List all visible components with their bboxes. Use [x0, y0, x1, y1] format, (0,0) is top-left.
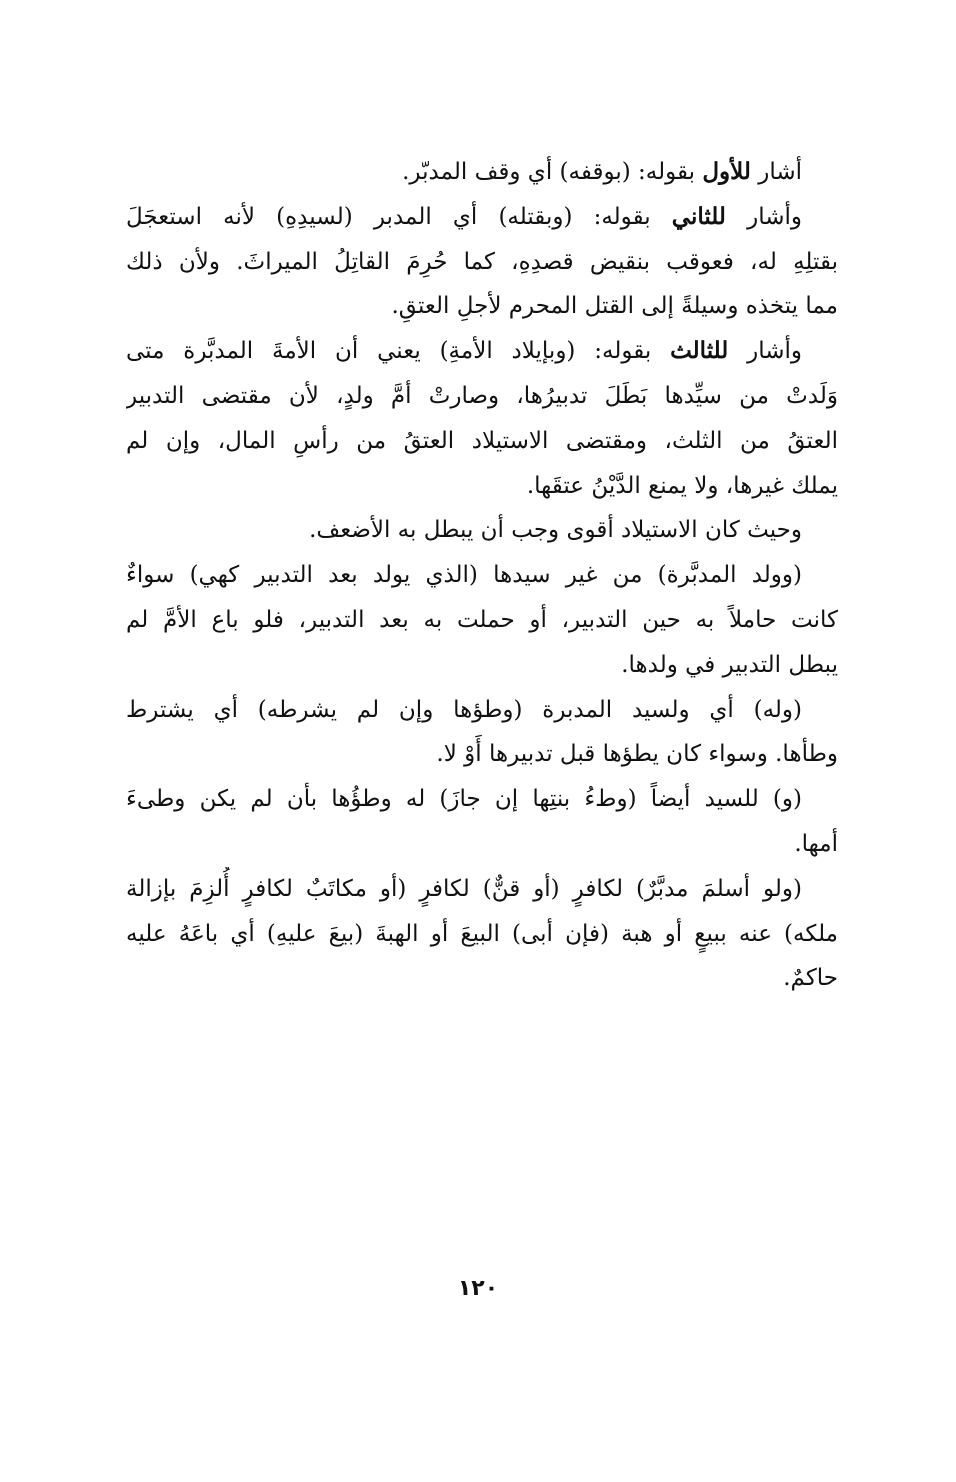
body-text: [126, 150, 838, 1001]
text-run: يبطل التدبير في ولدها.: [621, 651, 838, 678]
paragraph: [126, 553, 838, 687]
paragraph: [126, 329, 838, 508]
text-line: [126, 284, 838, 329]
text-line: [126, 419, 838, 464]
paragraph: [126, 777, 838, 867]
text-line: [126, 688, 838, 733]
text-run: حاكمٌ.: [783, 965, 838, 992]
paragraph: [126, 688, 838, 778]
text-line: [126, 777, 838, 822]
page-number: ١٢٠: [457, 1276, 499, 1301]
text-line: [126, 956, 838, 1001]
text-line: [126, 867, 838, 912]
text-run: (و) للسيد أيضاً (وطءُ بنتِها إن جازَ) له وطؤُها بأن لم يكن وطىءَ: [126, 786, 802, 813]
text-run: بقوله: (بوقفه) أي وقف المدبّر.: [402, 159, 703, 185]
text-run: وَلَدتْ من سيِّدها بَطَلَ تدبيرُها، وصارتْ أمَّ ولدٍ، لأن مقتضى التدبير: [126, 382, 838, 409]
text-run: بقوله: (وبقتله) أي المدبر (لسيدِهِ) لأنه استعجَلَ: [126, 203, 672, 230]
text-run: وحيث كان الاستيلاد أقوى وجب أن يبطل به الأضعف.: [309, 517, 802, 544]
paragraph: [126, 508, 838, 553]
paragraph: [126, 150, 838, 195]
text-run: كانت حاملاً به حين التدبير، أو حملت به بعد التدبير، فلو باع الأمَّ لم: [126, 606, 838, 633]
bold-term: للثاني: [671, 202, 726, 230]
text-line: [126, 374, 838, 419]
text-line: [126, 598, 838, 643]
text-line: [126, 643, 838, 688]
text-line: [126, 822, 838, 867]
bold-term: للثالث: [670, 337, 729, 365]
text-line: [126, 912, 838, 957]
text-run: (وله) أي ولسيد المدبرة (وطؤها وإن لم يشرطه) أي يشترط: [126, 696, 802, 723]
bold-term: للأول: [702, 158, 751, 185]
text-line: [126, 732, 838, 777]
text-line: [126, 329, 838, 374]
text-line: [126, 553, 838, 598]
text-run: أشار: [750, 159, 802, 185]
text-run: وأشار: [725, 203, 802, 230]
text-line: [126, 195, 838, 240]
text-run: العتقُ من الثلث، ومقتضى الاستيلاد العتقُ من رأسِ المال، وإن لم: [126, 427, 838, 454]
text-run: يملك غيرها، ولا يمنع الدَّيْنُ عتقَها.: [526, 472, 838, 499]
paragraph: [126, 195, 838, 329]
text-run: (ولو أسلمَ مدبَّرٌ) لكافرٍ (أو قنٌّ) لكافرٍ (أو مكاتَبٌ لكافرٍ أُلزِمَ بإزالة: [126, 875, 802, 902]
text-run: بقتلِهِ له، فعوقب بنقيض قصدِهِ، كما حُرِمَ القاتِلُ الميراثَ. ولأن ذلك: [126, 248, 838, 275]
text-run: مما يتخذه وسيلةً إلى القتل المحرم لأجلِ العتقِ.: [391, 293, 838, 320]
text-line: [126, 464, 838, 509]
text-run: وأشار: [728, 338, 802, 365]
text-run: بقوله: (وبإيلاد الأمةِ) يعني أن الأمةَ المدبَّرة متى: [126, 338, 671, 365]
text-run: أمها.: [794, 830, 838, 857]
paragraph: [126, 867, 838, 1001]
text-run: (وولد المدبَّرة) من غير سيدها (الذي يولد بعد التدبير كهي) سواءٌ: [126, 562, 802, 589]
text-line: [126, 150, 838, 195]
text-line: [126, 508, 838, 553]
text-run: وطأها. وسواء كان يطؤها قبل تدبيرها أَوْ لا.: [436, 741, 838, 768]
text-line: [126, 240, 838, 285]
text-run: ملكه) عنه ببيعٍ أو هبة (فإن أبى) البيعَ أو الهبةَ (بيعَ عليهِ) أي باعَهُ عليه: [126, 920, 838, 947]
